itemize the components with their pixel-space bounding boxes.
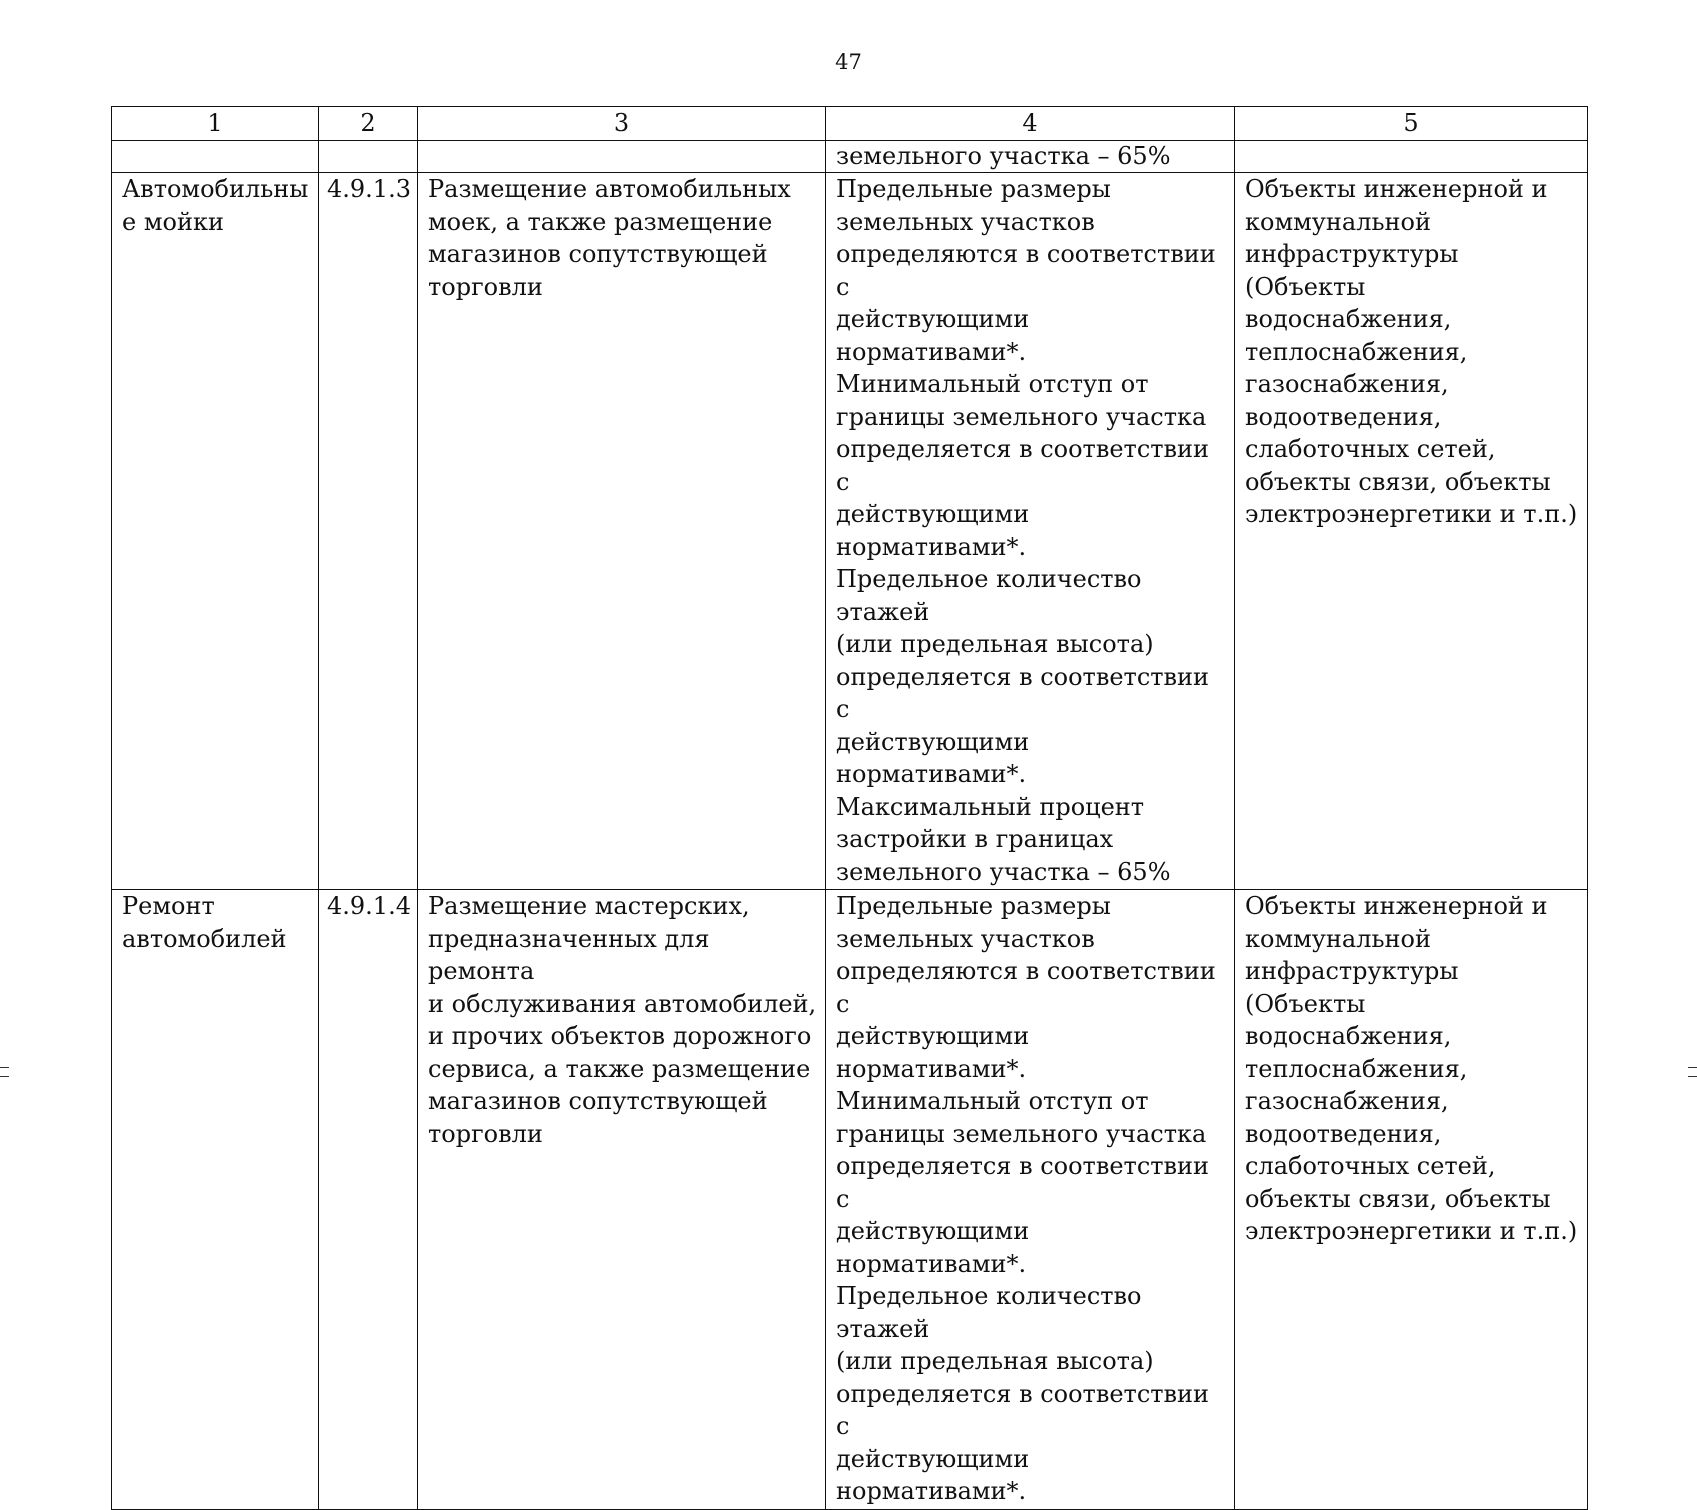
continuation-row: [112, 141, 1588, 173]
land-use-table: [111, 106, 1588, 1510]
header-cell-5: 5: [1235, 107, 1588, 141]
continuation-cell-3: [418, 141, 826, 173]
header-cell-4: 4: [826, 107, 1235, 141]
continuation-cell-1: [112, 141, 319, 173]
page-number: 47: [835, 50, 862, 74]
table-row: [112, 890, 1588, 1510]
auxiliary-uses-cell: Объекты инженерной и коммунальной инфраструктуры (Объекты водоснабжения, теплоснабжения, газоснабжения, водоотведения, слаботочных сетей, объекты связи, объекты электроэнергетики и т.п.): [1235, 173, 1588, 890]
continuation-cell-5: [1235, 141, 1588, 173]
use-parameters-cell: Предельные размеры земельных участков определяются в соответствии с действующими нормативами*. Минимальный отступ от границы земельного участка определяется в соответствии с действующими нормативами*. Предельное количество этажей (или предельная высота) определяется в соответствии с действующими нормативами*.: [826, 890, 1235, 1510]
header-cell-3: 3: [418, 107, 826, 141]
auxiliary-uses-cell: Объекты инженерной и коммунальной инфраструктуры (Объекты водоснабжения, теплоснабжения, газоснабжения, водоотведения, слаботочных сетей, объекты связи, объекты электроэнергетики и т.п.): [1235, 890, 1588, 1510]
use-description-cell: Размещение автомобильных моек, а также размещение магазинов сопутствующей торговли: [418, 173, 826, 890]
crop-mark-right-bottom: [1688, 1076, 1697, 1077]
header-cell-1: 1: [112, 107, 319, 141]
use-parameters-cell: Предельные размеры земельных участков определяются в соответствии с действующими нормативами*. Минимальный отступ от границы земельного участка определяется в соответствии с действующими нормативами*. Предельное количество этажей (или предельная высота) определяется в соответствии с действующими нормативами*. Максимальный процент застройки в границах земельного участка – 65%: [826, 173, 1235, 890]
use-code-cell: 4.9.1.4: [319, 890, 418, 1510]
header-cell-2: 2: [319, 107, 418, 141]
use-name-cell: Автомобильны е мойки: [112, 173, 319, 890]
table-header-row: [112, 107, 1588, 141]
use-description-cell: Размещение мастерских, предназначенных для ремонта и обслуживания автомобилей, и прочих объектов дорожного сервиса, а также размещение магазинов сопутствующей торговли: [418, 890, 826, 1510]
crop-mark-left-bottom: [0, 1076, 9, 1077]
continuation-cell-4: земельного участка – 65%: [826, 141, 1235, 173]
table-row: [112, 173, 1588, 890]
continuation-cell-2: [319, 141, 418, 173]
use-code-cell: 4.9.1.3: [319, 173, 418, 890]
crop-mark-right-top: [1688, 1067, 1697, 1068]
crop-mark-left-top: [0, 1067, 9, 1068]
use-name-cell: Ремонт автомобилей: [112, 890, 319, 1510]
